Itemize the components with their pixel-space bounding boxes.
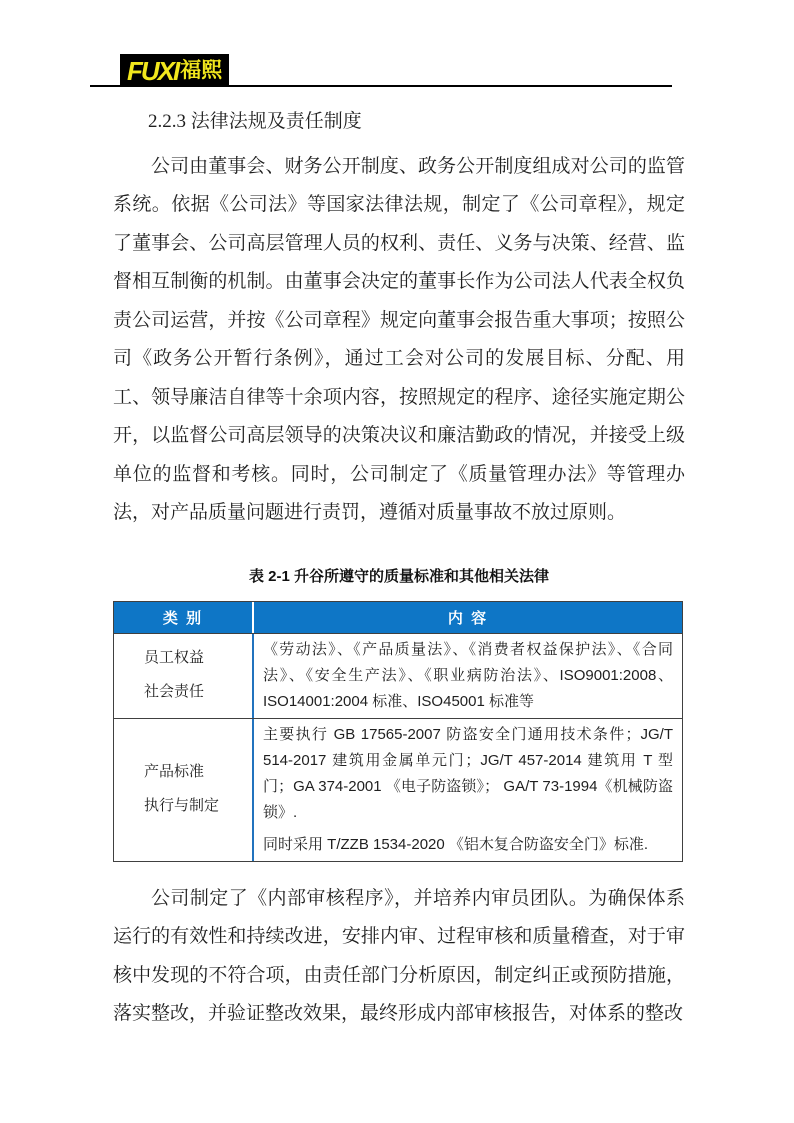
body-paragraph-1: 公司由董事会、财务公开制度、政务公开制度组成对公司的监管系统。依据《公司法》等国家法律法规，制定了《公司章程》，规定了董事会、公司高层管理人员的权利、责任、义务与决策、经营、监督相互制衡的机制。由董事会决定的董事长作为公司法人代表全权负责公司运营，并按《公司章程》规定向董事会报告重大事项；按照公司《政务公开暂行条例》，通过工会对公司的发展目标、分配、用工、领导廉洁自律等十余项内容，按照规定的程序、途径实施定期公开，以监督公司高层领导的决策决议和廉洁勤政的情况，并接受上级单位的监督和考核。同时，公司制定了《质量管理办法》等管理办法，对产品质量问题进行责罚，遵循对质量事故不放过原则。 xyxy=(113,155,685,524)
category-line: 员工权益 xyxy=(144,650,205,667)
content-paragraph: 主要执行 GB 17565-2007 防盗安全门通用技术条件；JG/T 514-2017 建筑用金属单元门；JG/T 457-2014 建筑用 T 型门；GA 374-2001 《电子防盗锁》； GA/T 73-1994《机械防盗锁》. xyxy=(263,725,673,821)
logo-latin-text: FUXI xyxy=(127,55,179,86)
logo-cjk-text: 福熙 xyxy=(180,59,223,82)
company-logo xyxy=(120,54,229,87)
table-header-row xyxy=(114,602,682,633)
table-row xyxy=(114,633,682,718)
header-divider-rule xyxy=(90,85,672,87)
table-header-category: 类 别 xyxy=(114,602,254,633)
body-paragraph-2: 公司制定了《内部审核程序》，并培养内审员团队。为确保体系运行的有效性和持续改进，安排内审、过程审核和质量稽查，对于审核中发现的不符合项，由责任部门分析原因，制定纠正或预防措施，落实整改，并验证整改效果，最终形成内部审核报告，对体系的整改 xyxy=(113,887,685,1025)
content-cell xyxy=(254,719,682,861)
category-cell xyxy=(114,634,254,718)
table-header-content: 内 容 xyxy=(254,602,682,633)
category-cell xyxy=(114,719,254,861)
category-line: 产品标准 xyxy=(144,764,205,781)
content-paragraph: 《劳动法》、《产品质量法》、《消费者权益保护法》、《合同法》、《安全生产法》、《职业病防治法》、ISO9001:2008、ISO14001:2004 标准、ISO45001 标准等 xyxy=(263,640,673,710)
quality-standards-table xyxy=(113,601,683,862)
category-line: 执行与制定 xyxy=(144,798,220,815)
table-caption: 表 2-1 升谷所遵守的质量标准和其他相关法律 xyxy=(248,567,550,585)
category-line: 社会责任 xyxy=(144,684,205,701)
content-cell xyxy=(254,634,682,718)
content-paragraph: 同时采用 T/ZZB 1534-2020 《铝木复合防盗安全门》标准. xyxy=(263,835,649,853)
table-row xyxy=(114,718,682,861)
document-body xyxy=(113,110,685,1034)
section-heading: 2.2.3 法律法规及责任制度 xyxy=(148,111,362,132)
